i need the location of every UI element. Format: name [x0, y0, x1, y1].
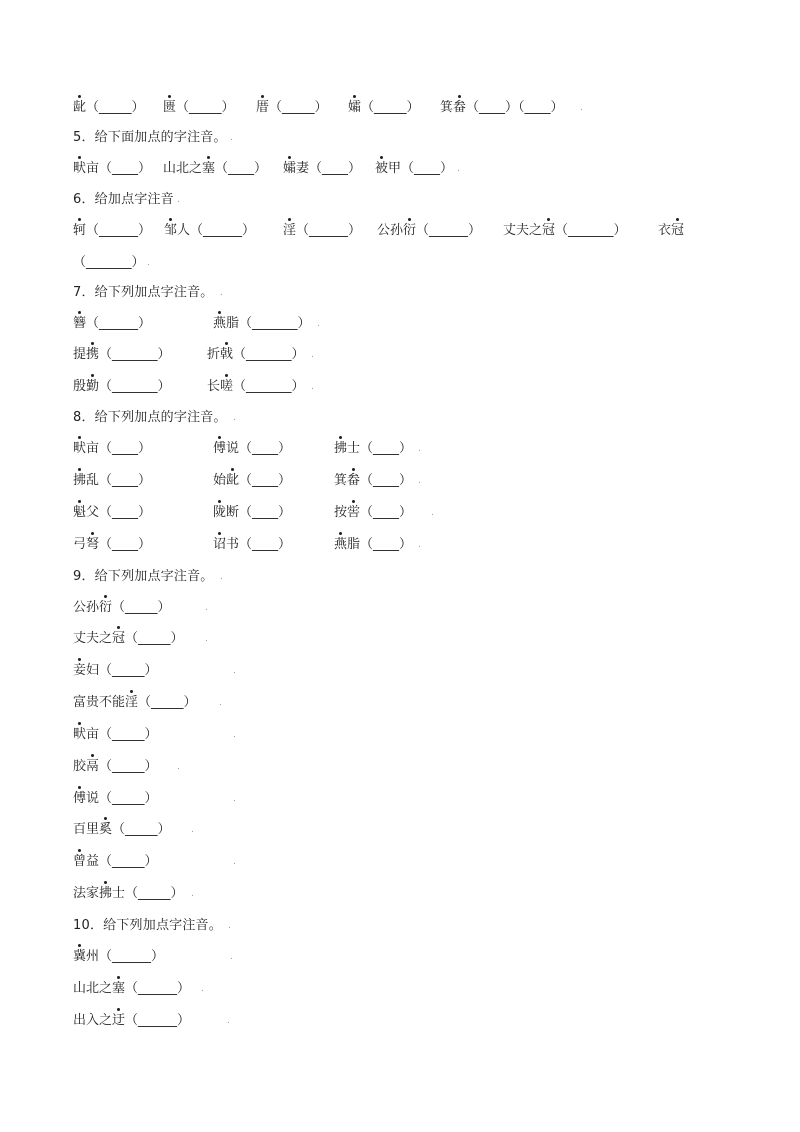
term-with-blank — [73, 979, 190, 999]
question-heading: 10．给下列加点字注音。 — [73, 918, 222, 933]
term-text: 人 — [177, 223, 191, 238]
paragraph-mark: . — [230, 133, 233, 143]
term-text: 丈夫之 — [73, 631, 113, 646]
term-text: 富贵不能 — [73, 695, 126, 710]
term-with-blank — [334, 471, 412, 491]
answer-blank[interactable]: （____） — [360, 505, 413, 520]
term-with-blank — [73, 439, 151, 459]
question-heading-line — [73, 128, 233, 148]
paragraph-mark: . — [177, 195, 180, 205]
term-text: 公孙 — [73, 600, 100, 615]
dotted-character: 簪 — [73, 314, 86, 334]
term-text: 箕 — [334, 473, 348, 488]
dotted-character: 拂 — [99, 884, 112, 904]
dotted-character: 傅 — [213, 439, 226, 459]
term-text: 脂 — [347, 537, 361, 552]
term-text: 百里 — [73, 822, 100, 837]
term-with-blank — [73, 535, 151, 555]
term-with-blank — [283, 159, 361, 179]
dotted-character: 畚 — [347, 471, 360, 491]
dotted-character: 傅 — [73, 789, 86, 809]
dotted-character: 冠 — [542, 221, 555, 241]
answer-blank[interactable]: （_____） — [99, 663, 158, 678]
dotted-character: 拂 — [73, 471, 86, 491]
term-text: 士 — [112, 886, 126, 901]
dotted-character: 拂 — [334, 439, 347, 459]
answer-blank[interactable]: （_______） — [99, 379, 171, 394]
answer-blank[interactable]: （_____） — [125, 886, 184, 901]
term-with-blank — [213, 314, 311, 334]
dotted-character: 龀 — [226, 471, 239, 491]
dotted-character: 弩 — [86, 535, 99, 555]
term-text: 法家 — [73, 886, 100, 901]
term-text: 山北之 — [73, 981, 113, 996]
term-with-blank — [73, 852, 158, 872]
paragraph-mark: . — [457, 164, 460, 174]
term-with-blank — [73, 471, 151, 491]
answer-blank[interactable]: （_____） — [99, 759, 158, 774]
term-text: 妻 — [296, 161, 310, 176]
paragraph-mark: . — [147, 258, 150, 268]
dotted-character: 魁 — [73, 503, 86, 523]
dotted-character: 畚 — [453, 98, 466, 118]
term-with-blank — [256, 98, 328, 118]
paragraph-mark: . — [191, 825, 194, 835]
answer-blank[interactable]: （______） — [86, 316, 152, 331]
paragraph-mark: . — [317, 319, 320, 329]
paragraph-mark: . — [220, 288, 223, 298]
question-heading: 5．给下面加点的字注音。 — [73, 130, 227, 145]
term-with-blank — [503, 221, 627, 241]
answer-blank[interactable]: （_______） — [555, 223, 627, 238]
term-with-blank — [73, 1011, 190, 1031]
dotted-character: 诏 — [213, 535, 226, 555]
paragraph-mark: . — [233, 794, 236, 804]
answer-blank[interactable]: （____） — [99, 537, 152, 552]
answer-blank[interactable]: （_______） — [233, 379, 305, 394]
answer-blank[interactable]: （_____） — [269, 100, 328, 115]
term-with-blank — [73, 159, 151, 179]
term-text: 说 — [226, 441, 240, 456]
paragraph-mark: . — [219, 698, 222, 708]
term-with-blank — [164, 221, 255, 241]
paragraph-mark: . — [311, 382, 314, 392]
dotted-character: 被 — [375, 159, 388, 179]
answer-blank[interactable]: （______） — [99, 949, 165, 964]
dotted-character: 畎 — [73, 439, 86, 459]
term-with-blank — [73, 98, 145, 118]
dotted-character: 燕 — [213, 314, 226, 334]
term-text: 按 — [334, 505, 348, 520]
answer-blank[interactable]: （_____） — [138, 695, 197, 710]
question-heading-line — [73, 408, 236, 428]
paragraph-mark: . — [220, 572, 223, 582]
answer-blank[interactable]: （_____） — [99, 727, 158, 742]
answer-blank[interactable]: （____） — [309, 161, 362, 176]
dotted-character: 淫 — [125, 693, 138, 713]
question-heading-line — [73, 567, 223, 587]
answer-blank[interactable]: （____） — [360, 441, 413, 456]
answer-blank[interactable]: （____） — [99, 161, 152, 176]
term-with-blank — [658, 221, 684, 241]
term-text: 公孙 — [377, 223, 404, 238]
paragraph-mark: . — [311, 350, 314, 360]
answer-blank[interactable]: （______） — [125, 1013, 191, 1028]
term-text: 殷 — [73, 379, 87, 394]
answer-blank[interactable]: （_____） — [112, 822, 171, 837]
term-with-blank — [213, 503, 291, 523]
term-text: 亩 — [86, 441, 100, 456]
term-text: 胶 — [73, 759, 87, 774]
dotted-character: 塞 — [112, 979, 125, 999]
dotted-character: 嗟 — [220, 377, 233, 397]
term-text: 甲 — [388, 161, 402, 176]
dotted-character: 衍 — [403, 221, 416, 241]
term-with-blank — [73, 345, 171, 365]
answer-blank[interactable]: （____） — [239, 505, 292, 520]
answer-blank[interactable]: （____） — [239, 537, 292, 552]
dotted-character: 龀 — [73, 98, 86, 118]
term-with-blank — [73, 661, 158, 681]
dotted-character: 冠 — [671, 221, 684, 241]
answer-blank[interactable]: （____） — [239, 441, 292, 456]
dotted-character: 匮 — [163, 98, 176, 118]
paragraph-mark: . — [580, 103, 583, 113]
paragraph-mark: . — [418, 540, 421, 550]
term-text: 妇 — [86, 663, 100, 678]
dotted-character: 孀 — [348, 98, 361, 118]
term-with-blank — [73, 757, 158, 777]
paragraph-mark: . — [228, 921, 231, 931]
dotted-character: 曾 — [73, 852, 86, 872]
question-heading-line — [73, 916, 231, 936]
paragraph-mark: . — [233, 730, 236, 740]
paragraph-mark: . — [191, 889, 194, 899]
term-text: 出入之 — [73, 1013, 113, 1028]
paragraph-mark: . — [233, 413, 236, 423]
term-text: 亩 — [86, 161, 100, 176]
term-text: 长 — [207, 379, 221, 394]
dotted-character: 衍 — [99, 598, 112, 618]
answer-blank[interactable]: （_______） — [73, 255, 145, 270]
term-with-blank — [73, 598, 171, 618]
term-text: 断 — [226, 505, 240, 520]
term-text: 折 — [207, 347, 221, 362]
answer-blank[interactable]: （______） — [86, 223, 152, 238]
dotted-character: 畎 — [73, 159, 86, 179]
term-with-blank — [334, 439, 412, 459]
term-text: 州 — [86, 949, 100, 964]
dotted-character: 陇 — [213, 503, 226, 523]
term-text: 脂 — [226, 316, 240, 331]
dotted-character: 携 — [86, 345, 99, 365]
paragraph-mark: . — [418, 444, 421, 454]
paragraph-mark: . — [230, 952, 233, 962]
paragraph-mark: . — [431, 508, 434, 518]
term-with-blank — [73, 221, 151, 241]
paragraph-mark: . — [227, 1016, 230, 1026]
term-with-blank — [213, 471, 291, 491]
paragraph-mark: . — [177, 762, 180, 772]
dotted-character: 燕 — [334, 535, 347, 555]
question-heading-line — [73, 283, 223, 303]
term-with-blank — [73, 884, 184, 904]
dotted-character: 邹 — [164, 221, 177, 241]
dotted-character: 戟 — [220, 345, 233, 365]
term-with-blank — [213, 439, 291, 459]
term-with-blank — [163, 98, 235, 118]
term-with-blank — [440, 98, 564, 118]
answer-blank[interactable]: （____） — [401, 161, 454, 176]
dotted-character: 塞 — [202, 159, 215, 179]
paragraph-mark: . — [233, 666, 236, 676]
term-with-blank — [207, 345, 305, 365]
answer-blank[interactable]: （______） — [125, 981, 191, 996]
answer-blank[interactable]: （______） — [296, 223, 362, 238]
term-with-blank — [377, 221, 481, 241]
answer-blank[interactable]: （_____） — [112, 600, 171, 615]
paragraph-mark: . — [201, 984, 204, 994]
answer-blank[interactable]: （____） — [99, 505, 152, 520]
term-text: 山北之 — [163, 161, 203, 176]
paragraph-mark: . — [418, 476, 421, 486]
answer-blank[interactable]: （_______） — [99, 347, 171, 362]
paragraph-mark: . — [205, 603, 208, 613]
answer-blank[interactable]: （_____） — [361, 100, 420, 115]
term-text: 始 — [213, 473, 227, 488]
term-with-blank — [375, 159, 453, 179]
answer-blank[interactable]: （____） — [99, 441, 152, 456]
term-text: 弓 — [73, 537, 87, 552]
answer-blank[interactable]: （_______） — [239, 316, 311, 331]
answer-blank[interactable]: （_______） — [233, 347, 305, 362]
dotted-character: 厝 — [256, 98, 269, 118]
term-with-blank — [73, 693, 197, 713]
term-with-blank — [283, 221, 361, 241]
term-with-blank — [73, 947, 164, 967]
dotted-character: 孀 — [283, 159, 296, 179]
term-text: 父 — [86, 505, 100, 520]
dotted-character: 冀 — [73, 947, 86, 967]
answer-blank[interactable]: （____） — [360, 473, 413, 488]
term-with-blank — [207, 377, 305, 397]
term-with-blank — [334, 535, 412, 555]
dotted-character: 奚 — [99, 820, 112, 840]
dotted-character: 喾 — [347, 503, 360, 523]
answer-blank[interactable]: （______） — [416, 223, 482, 238]
dotted-character: 鬲 — [86, 757, 99, 777]
term-text: 衣 — [658, 223, 672, 238]
answer-blank[interactable]: （____）（____） — [466, 100, 564, 115]
paragraph-mark: . — [205, 634, 208, 644]
dotted-character: 轲 — [73, 221, 86, 241]
dotted-character: 妾 — [73, 661, 86, 681]
answer-blank[interactable]: （_____） — [86, 100, 145, 115]
answer-blank[interactable]: （_____） — [99, 791, 158, 806]
term-with-blank — [213, 535, 291, 555]
term-text: 亩 — [86, 727, 100, 742]
answer-blank[interactable]: （______） — [190, 223, 256, 238]
term-with-blank — [73, 253, 145, 273]
dotted-character: 冠 — [112, 629, 125, 649]
answer-blank[interactable]: （____） — [215, 161, 268, 176]
question-heading-line — [73, 190, 180, 210]
answer-blank[interactable]: （____） — [239, 473, 292, 488]
term-with-blank — [348, 98, 420, 118]
answer-blank[interactable]: （____） — [360, 537, 413, 552]
term-with-blank — [73, 314, 151, 334]
answer-blank[interactable]: （_____） — [176, 100, 235, 115]
question-heading: 7．给下列加点字注音。 — [73, 285, 214, 300]
dotted-character: 畎 — [73, 725, 86, 745]
answer-blank[interactable]: （____） — [99, 473, 152, 488]
term-with-blank — [73, 789, 158, 809]
answer-blank[interactable]: （_____） — [99, 854, 158, 869]
question-heading: 9．给下列加点字注音。 — [73, 569, 214, 584]
answer-blank[interactable]: （_____） — [125, 631, 184, 646]
term-with-blank — [73, 820, 171, 840]
question-heading: 8．给下列加点的字注音。 — [73, 410, 227, 425]
term-text: 乱 — [86, 473, 100, 488]
dotted-character: 迂 — [112, 1011, 125, 1031]
term-text: 箕 — [440, 100, 454, 115]
term-with-blank — [163, 159, 267, 179]
term-text: 书 — [226, 537, 240, 552]
dotted-character: 勤 — [86, 377, 99, 397]
paragraph-mark: . — [233, 857, 236, 867]
question-heading: 6．给加点字注音 — [73, 192, 174, 207]
term-with-blank — [73, 503, 151, 523]
term-with-blank — [73, 725, 158, 745]
term-with-blank — [334, 503, 412, 523]
term-text: 士 — [347, 441, 361, 456]
term-with-blank — [73, 629, 184, 649]
term-text: 说 — [86, 791, 100, 806]
term-text: 提 — [73, 347, 87, 362]
term-text: 丈夫之 — [503, 223, 543, 238]
dotted-character: 淫 — [283, 221, 296, 241]
term-with-blank — [73, 377, 171, 397]
term-text: 益 — [86, 854, 100, 869]
